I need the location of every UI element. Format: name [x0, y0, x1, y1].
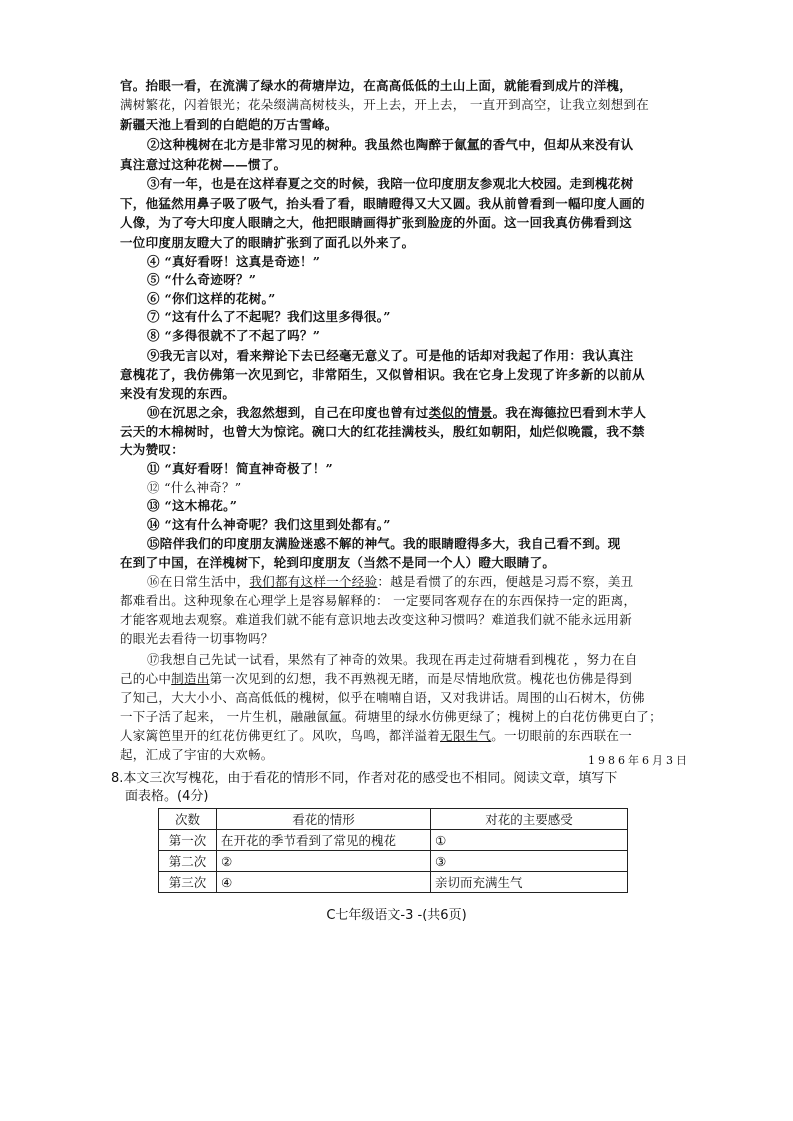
passage-line: 新疆天池上看到的白皑皑的万古雪峰。 [120, 117, 338, 132]
paragraph-16-line: 的眼光去看待一切事物吗？ [120, 631, 274, 646]
paragraph-16-text: ：越是看惯了的东西，便越是习焉不察，美丑 [377, 574, 634, 589]
table-row [159, 851, 628, 872]
paragraph-9-line: 来没有发现的东西。 [120, 386, 236, 401]
question-8-line: 面表格。(4分) [125, 789, 209, 804]
question-8-line: 8.本文三次写槐花，由于看花的情形不同，作者对花的感受也不相同。阅读文章，填写下 [111, 771, 618, 786]
answer-cell[interactable]: ① [431, 830, 628, 851]
table-cell: 第一次 [159, 830, 217, 851]
dialogue-line: ⑤ “什么奇迹呀？” [147, 272, 257, 287]
paragraph-16-line: 都难看出。这种现象在心理学上是容易解释的： 一定要同客观存在的东西保持一定的距离， [120, 593, 637, 608]
passage-line: 满树繁花，闪着银光；花朵缀满高树枝头，开上去，开上去， 一直开到高空，让我立刻想到在 [120, 97, 650, 112]
paragraph-17-line: ⑰我想自己先试一试看，果然有了神奇的效果。我现在再走过荷塘看到槐花 ，努力在自 [147, 652, 638, 667]
dialogue-line: ⑫ “什么神奇？” [147, 480, 242, 495]
paragraph-10-line [147, 405, 660, 421]
paragraph-17-text: 。一切眼前的东西联在一 [491, 728, 633, 743]
paragraph-17-line: 一下子活了起来， 一片生机，融融氤氲。荷塘里的绿水仿佛更绿了；槐树上的白花仿佛更白了； [120, 709, 662, 724]
answer-cell[interactable]: ④ [217, 872, 431, 893]
underlined-create: 制造出 [171, 671, 210, 686]
paragraph-3-line: 一位印度朋友瞪大了的眼睛扩张到了面孔以外来了。 [120, 235, 415, 250]
paragraph-9-line: 意槐花了，我仿佛第一次见到它，非常陌生，又似曾相识。我在它身上发现了许多新的以前从 [120, 367, 645, 382]
answer-cell[interactable]: ② [217, 851, 431, 872]
table-header-cell: 对花的主要感受 [431, 809, 628, 830]
page-footer: C七年级语文-3 -(共6页) [326, 908, 467, 923]
paragraph-17-line [120, 728, 660, 744]
table-cell: 在开花的季节看到了常见的槐花 [217, 830, 431, 851]
paragraph-3-line: 人像，为了夸大印度人眼睛之大，他把眼睛画得扩张到脸庞的外面。这一回我真仿佛看到这 [120, 215, 633, 230]
paragraph-17-text: 第一次见到的幻想，我不再熟视无睹，而是尽情地欣赏。槐花也仿佛是得到 [209, 671, 633, 686]
table-row [159, 872, 628, 893]
essay-date: 1986年6月3日 [588, 754, 690, 767]
answer-cell[interactable]: ③ [431, 851, 628, 872]
dialogue-line: ⑬ “这木棉花。” [147, 498, 238, 513]
table-header-row [159, 809, 628, 830]
table-header-cell: 看花的情形 [217, 809, 431, 830]
paragraph-10-text: ⑩在沉思之余，我忽然想到，自己在印度也曾有过 [147, 405, 429, 420]
passage-line: 官。抬眼一看，在流满了绿水的荷塘岸边，在高高低低的土山上面，就能看到成片的洋槐， [120, 78, 633, 93]
paragraph-3-line: 下，他猛然用鼻子吸了吸气，抬头看了看，眼睛瞪得又大又圆。我从前曾看到一幅印度人画的 [120, 196, 645, 211]
dialogue-line: ⑥ “你们这样的花树。” [147, 291, 276, 306]
dialogue-line: ⑧ “多得很就不了不起了吗？” [147, 328, 321, 343]
paragraph-15-line: ⑮陪伴我们的印度朋友满脸迷惑不解的神气。我的眼睛瞪得多大，我自己看不到。现 [147, 536, 621, 551]
paragraph-9-line: ⑨我无言以对，看来辩论下去已经毫无意义了。可是他的话却对我起了作用：我认真注 [147, 348, 634, 363]
paragraph-3-line: ③有一年，也是在这样春夏之交的时候，我陪一位印度朋友参观北大校园。走到槐花树 [147, 176, 634, 191]
paragraph-16-text: ⑯在日常生活中， [147, 574, 250, 589]
paragraph-2-line: 真注意过这种花树——惯了。 [120, 157, 287, 172]
dialogue-line: ⑦ “这有什么了不起呢？我们这里多得很。” [147, 309, 391, 324]
paragraph-17-text: 人家篱笆里开的红花仿佛更红了。风吹，鸟鸣，都洋溢着 [120, 728, 441, 743]
paragraph-15-line: 在到了中国，在洋槐树下，轮到印度朋友（当然不是同一个人）瞪大眼睛了。 [120, 555, 556, 570]
table-cell: 亲切而充满生气 [431, 872, 628, 893]
table-cell: 第二次 [159, 851, 217, 872]
dialogue-line: ④ “真好看呀！这真是奇迹！” [147, 254, 321, 269]
dialogue-line: ⑭ “这有什么神奇呢？我们这里到处都有。” [147, 517, 391, 532]
paragraph-17-line: 起，汇成了宇宙的大欢畅。 [120, 747, 274, 762]
underlined-similar-scene: 类似的情景 [428, 405, 493, 420]
table-header-cell: 次数 [159, 809, 217, 830]
paragraph-2-line: ②这种槐树在北方是非常习见的树种。我虽然也陶醉于氤氲的香气中，但却从来没有认 [147, 137, 634, 152]
paragraph-10-line: 云天的木棉树时，也曾大为惊诧。碗口大的红花挂满枝头，殷红如朝阳，灿烂似晚霞，我不禁 [120, 424, 645, 439]
paragraph-17-line [120, 671, 660, 687]
paragraph-16-line: 才能客观地去观察。难道我们就不能有意识地去改变这种习惯吗？难道我们就不能永远用新 [120, 612, 633, 627]
paragraph-10-line: 大为赞叹： [120, 442, 185, 457]
underlined-vitality: 无限生气 [440, 728, 492, 743]
answer-table [158, 808, 628, 893]
paragraph-17-line: 了知己，大大小小、高高低低的槐树，似乎在喃喃自语，又对我讲话。周围的山石树木，仿佛 [120, 690, 645, 705]
paragraph-16-line [147, 574, 660, 590]
table-row [159, 830, 628, 851]
table-cell: 第三次 [159, 872, 217, 893]
paragraph-10-text: 。我在海德拉巴看到木芋人 [492, 405, 647, 420]
paragraph-17-text: 己的心中 [120, 671, 172, 686]
dialogue-line: ⑪ “真好看呀！简直神奇极了！” [147, 461, 334, 476]
underlined-common-experience: 我们都有这样一个经验 [249, 574, 378, 589]
